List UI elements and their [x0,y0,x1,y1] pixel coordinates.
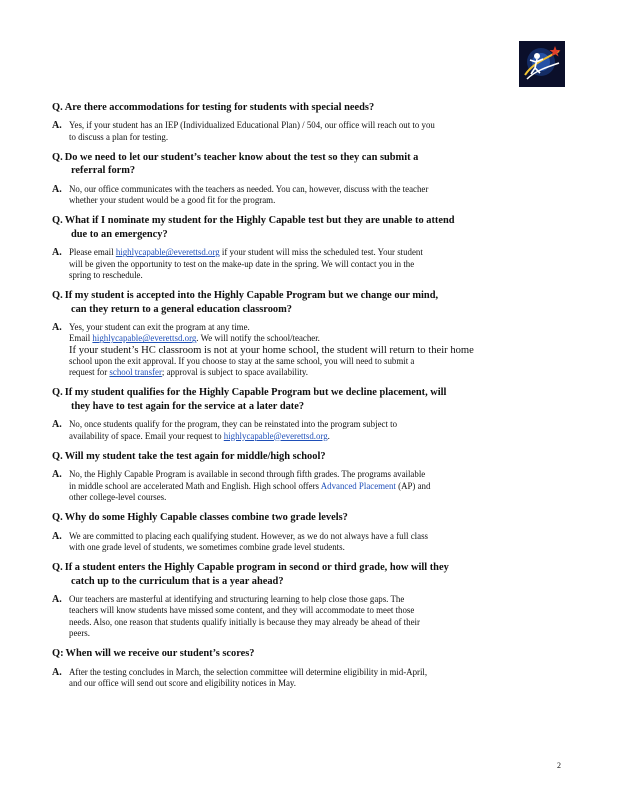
faq-list [52,101,562,697]
faq-item [52,647,562,689]
answer-marker: A. [52,120,62,132]
logo-graphic [519,41,565,87]
question-text: they have to test again for the service at a later date? [71,400,305,412]
faq-item [52,561,562,639]
answer-line [69,542,562,553]
answer-marker: A. [52,183,62,195]
answer-text: other college-level courses. [69,491,167,502]
answer-line [69,247,562,258]
answer-line [69,259,562,270]
faq-answer [52,120,562,143]
answer-text: availability of space. Email your request to [69,430,224,441]
advanced-placement-link[interactable]: Advanced Placement [320,480,396,491]
faq-question [52,214,562,241]
question-text: catch up to the curriculum that is a year ahead? [71,575,284,587]
answer-marker: A. [52,593,62,605]
question-text: Do we need to let our student’s teacher know about the test so they can submit a [64,152,419,163]
question-marker: Q. [52,215,63,227]
answer-line [69,605,562,616]
answer-text: ; approval is subject to space availability. [161,367,308,378]
answer-line [69,481,562,492]
answer-text: (AP) and [395,480,431,491]
answer-line [69,667,562,678]
answer-text: in middle school are accelerated Math and English. High school offers [69,480,321,491]
answer-marker: A. [52,666,62,678]
answer-line [69,628,562,639]
question-text: If my student qualifies for the Highly Capable Program but we decline placement, will [64,387,447,399]
question-text: can they return to a general education classroom? [71,303,292,315]
answer-line [69,184,562,195]
faq-item [52,450,562,503]
faq-answer [52,419,562,442]
answer-text: . We will notify the school/teacher. [196,333,320,344]
answer-text: if your student will miss the scheduled test. Your student [219,247,423,258]
answer-line [69,120,562,131]
answer-line [69,469,562,480]
email-link[interactable]: highlycapable@everettsd.org [115,247,220,258]
answer-text: Email [69,333,93,344]
faq-answer [52,247,562,281]
answer-line [69,356,562,367]
question-text: Will my student take the test again for middle/high school? [64,450,326,462]
question-text: Are there accommodations for testing for students with special needs? [64,102,375,113]
answer-line [69,345,562,356]
answer-marker: A. [52,419,62,431]
answer-text: Yes, if your student has an IEP (Individualized Educational Plan) / 504, our office will reach out to you [69,120,435,131]
faq-item [52,151,562,206]
question-text: If my student is accepted into the Highly Capable Program but we change our mind, [64,290,439,302]
answer-text: to discuss a plan for testing. [69,131,169,142]
answer-text: Yes, your student can exit the program at any time. [69,321,250,332]
answer-marker: A. [52,321,62,333]
question-text: referral form? [71,165,136,177]
question-text: due to an emergency? [71,228,168,240]
question-marker: Q: [52,648,64,660]
faq-item [52,511,562,553]
answer-line [69,531,562,542]
faq-answer [52,667,562,690]
faq-item [52,289,562,378]
faq-question [52,647,562,660]
school-transfer-link[interactable]: school transfer [109,367,162,378]
faq-item [52,214,562,281]
question-text: Why do some Highly Capable classes combine two grade levels? [64,512,348,524]
question-text: If a student enters the Highly Capable program in second or third grade, how will they [64,562,449,574]
answer-line [69,367,562,378]
faq-answer [52,594,562,639]
answer-line [69,431,562,442]
answer-text: spring to reschedule. [69,269,143,280]
answer-text: needs. Also, one reason that students qualify initially is because they may already be ahead of their [69,616,420,627]
answer-text: Please email [69,247,116,258]
question-marker: Q. [52,152,63,163]
answer-line [69,678,562,689]
answer-text: No, the Highly Capable Program is available in second through fifth grades. The programs available [69,469,426,480]
faq-question [52,561,562,588]
faq-item [52,386,562,441]
question-marker: Q. [52,387,63,399]
question-marker: Q. [52,450,63,462]
answer-marker: A. [52,530,62,542]
faq-question [52,101,562,114]
answer-text: No, once students qualify for the program, they can be reinstated into the program subject to [69,419,398,430]
faq-question [52,289,562,316]
answer-text: Our teachers are masterful at identifying and structuring learning to help close those gaps. The [69,593,405,604]
answer-line [69,492,562,503]
answer-text: and our office will send out score and eligibility notices in May. [69,677,297,688]
answer-text: After the testing concludes in March, the selection committee will determine eligibility in mid-April, [69,666,428,677]
email-link[interactable]: highlycapable@everettsd.org [92,333,197,344]
faq-question [52,450,562,463]
faq-answer [52,531,562,554]
faq-question [52,151,562,178]
question-text: What if I nominate my student for the Highly Capable test but they are unable to attend [64,215,455,227]
answer-text: with one grade level of students, we sometimes combine grade level students. [69,541,345,552]
answer-text: No, our office communicates with the teachers as needed. You can, however, discuss with the teacher [69,183,429,194]
page-number: 2 [557,761,561,770]
answer-line [69,270,562,281]
faq-question [52,386,562,413]
program-logo [519,41,565,87]
answer-line [69,419,562,430]
answer-text: . [327,430,330,441]
answer-text: whether your student would be a good fit for the program. [69,195,276,206]
question-marker: Q. [52,562,63,574]
email-link[interactable]: highlycapable@everettsd.org [223,430,328,441]
answer-marker: A. [52,247,62,259]
answer-text: peers. [69,627,90,638]
question-marker: Q. [52,512,63,524]
faq-answer [52,469,562,503]
answer-text: request for [69,367,110,378]
faq-answer [52,184,562,207]
faq-question [52,511,562,524]
faq-item [52,101,562,143]
answer-marker: A. [52,469,62,481]
question-marker: Q. [52,290,63,302]
answer-line [69,333,562,344]
answer-text: We are committed to placing each qualifying student. However, as we do not always have a full class [69,530,428,541]
answer-text: school upon the exit approval. If you choose to stay at the same school, you will need to submit a [69,355,415,366]
answer-line [69,195,562,206]
answer-text: If your student’s HC classroom is not at your home school, the student will return to their home [69,344,474,356]
faq-answer [52,322,562,378]
question-text: When will we receive our student’s scores? [65,648,255,660]
question-marker: Q. [52,102,63,113]
answer-line [69,322,562,333]
answer-line [69,132,562,143]
answer-line [69,594,562,605]
answer-text: teachers will know students have missed some content, and they will accommodate to meet those [69,605,415,616]
answer-line [69,617,562,628]
answer-text: will be given the opportunity to test on the make-up date in the spring. We will contact you in the [69,258,415,269]
